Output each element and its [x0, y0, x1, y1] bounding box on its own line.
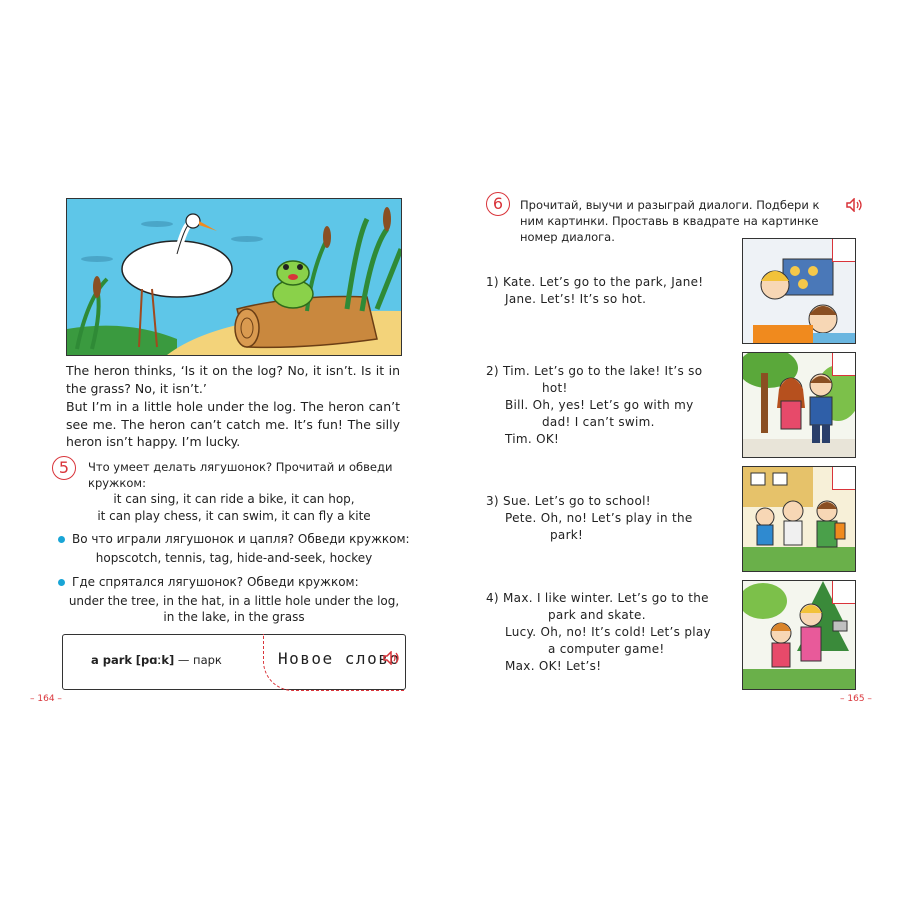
exercise-5-number: 5 [52, 456, 76, 480]
dialog-4-line-3: Lucy. Oh, no! It’s cold! Let’s play [505, 625, 711, 639]
picture-3-number-box[interactable] [832, 467, 855, 490]
speaker-icon[interactable] [383, 651, 401, 665]
dialog-4-line-2: park and skate. [548, 608, 646, 622]
dialog-1-line-1: 1) Kate. Let’s go to the park, Jane! [486, 275, 704, 289]
dialog-3-line-2: Pete. Oh, no! Let’s play in the [505, 511, 693, 525]
heron-frog-illustration [66, 198, 402, 356]
picture-3-school [742, 466, 856, 572]
exercise-6-instruction: Прочитай, выучи и разыграй диалоги. Подбери к ним картинки. Проставь в квадрате на картинке номер диалога. [520, 198, 820, 244]
dialog-4 [486, 590, 736, 675]
vocab-entry [91, 653, 222, 667]
dialog-2 [486, 363, 736, 448]
new-word-label: Новое слово [278, 649, 401, 668]
story-text [66, 362, 400, 452]
exercise-6-number: 6 [486, 192, 510, 216]
dialog-4-line-4: a computer game! [548, 642, 665, 656]
story-paragraph-1: The heron thinks, ‘Is it on the log? No, it isn’t. Is it in the grass? No, it isn’t.’ [66, 363, 400, 396]
dialog-2-line-5: Tim. OK! [505, 432, 560, 446]
dialog-3-line-1: 3) Sue. Let’s go to school! [486, 494, 651, 508]
dialog-2-line-2: hot! [542, 381, 568, 395]
picture-2-walking [742, 352, 856, 458]
picture-4-number-box[interactable] [832, 581, 855, 604]
picture-1-number-box[interactable] [832, 239, 855, 262]
dialog-2-line-3: Bill. Oh, yes! Let’s go with my [505, 398, 694, 412]
picture-2-number-box[interactable] [832, 353, 855, 376]
vocab-translation: парк [193, 653, 222, 667]
picture-4-park [742, 580, 856, 690]
exercise-5-instruction: Что умеет делать лягушонок? Прочитай и обведи кружком: [88, 460, 393, 490]
vocab-word: a park [91, 653, 133, 667]
exercise-5-q3-options-2: in the lake, in the grass [163, 610, 305, 624]
page-number-right: – 165 – [840, 694, 872, 704]
page-number-left: – 164 – [30, 694, 62, 704]
exercise-5-question-2: Во что играли лягушонок и цапля? Обведи кружком: [72, 532, 410, 546]
new-word-box [62, 634, 406, 690]
exercise-5-q3-options-1: under the tree, in the hat, in a little hole under the log, [68, 594, 400, 608]
dialog-2-line-1: 2) Tim. Let’s go to the lake! It’s so [486, 364, 703, 378]
dialog-1 [486, 274, 736, 308]
picture-1-classroom [742, 238, 856, 344]
dialog-4-line-5: Max. OK! Let’s! [505, 659, 602, 673]
right-page [450, 0, 900, 900]
dialog-4-line-1: 4) Max. I like winter. Let’s go to the [486, 591, 709, 605]
dialog-2-line-4: dad! I can’t swim. [542, 415, 655, 429]
dialog-3 [486, 493, 736, 544]
vocab-transcription: [pɑːk] [135, 653, 175, 667]
exercise-5-q2-options: hopscotch, tennis, tag, hide-and-seek, hockey [95, 551, 373, 565]
vocab-dash: — [177, 653, 190, 667]
exercise-5-options-2: it can play chess, it can swim, it can fly a kite [97, 509, 371, 523]
speaker-icon[interactable] [846, 198, 864, 212]
dialog-1-line-2: Jane. Let’s! It’s so hot. [505, 292, 647, 306]
story-paragraph-2: But I’m in a little hole under the log. The heron can’t see me. The heron can’t catch me. It’s fun! The silly heron isn’t happy. I’m lucky. [66, 399, 400, 449]
exercise-5-question-3: Где спрятался лягушонок? Обведи кружком: [72, 575, 359, 589]
exercise-5-options-1: it can sing, it can ride a bike, it can hop, [113, 492, 355, 506]
dialog-3-line-3: park! [550, 528, 584, 542]
